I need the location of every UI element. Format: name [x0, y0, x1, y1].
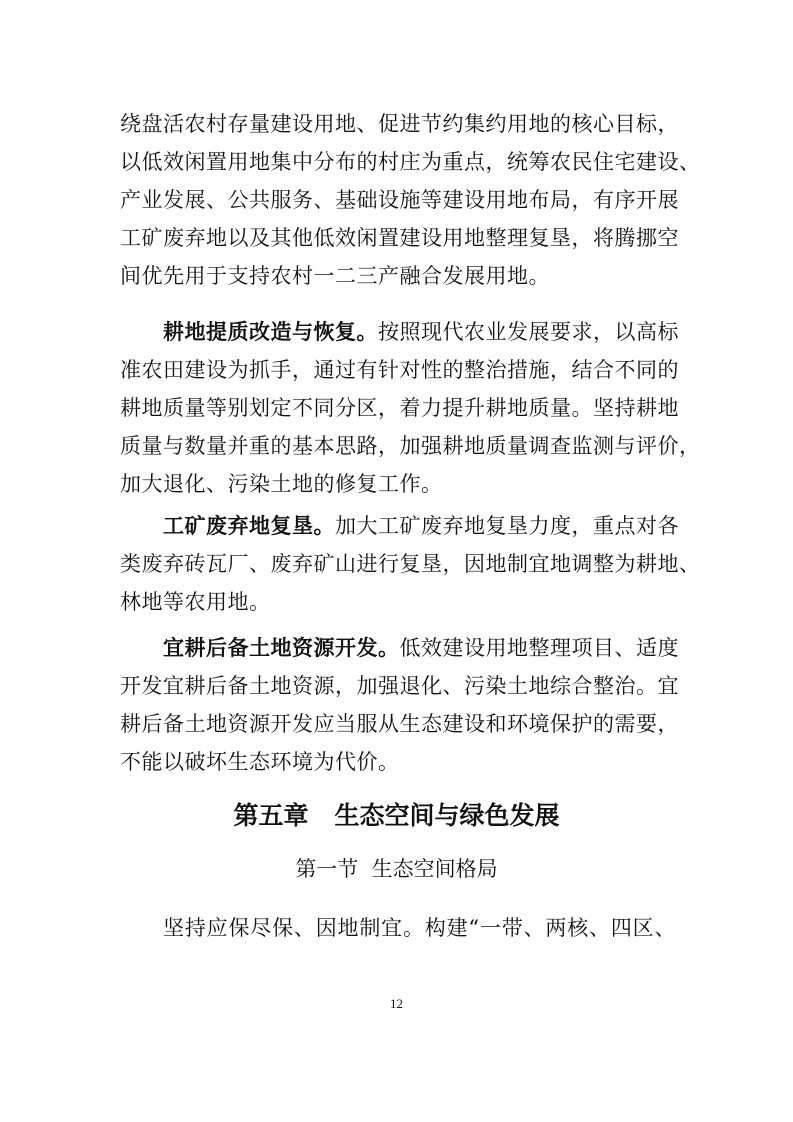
section-title: 第一节 生态空间格局 [295, 857, 498, 881]
paragraph-4-line-4: 不能以破坏生态环境为代价。 [120, 750, 400, 774]
paragraph-3-first-line-text: 加大工矿废弃地复垦力度，重点对各 [335, 514, 679, 538]
paragraph-1-line-4: 工矿废弃地以及其他低效闲置建设用地整理复垦，将腾挪空 [120, 226, 679, 250]
paragraph-2-line-5: 加大退化、污染土地的修复工作。 [120, 472, 443, 496]
paragraph-2-lead: 耕地提质改造与恢复。 [163, 320, 378, 344]
paragraph-4-line-1 [163, 634, 679, 662]
paragraph-1-line-1: 绕盘活农村存量建设用地、促进节约集约用地的核心目标， [120, 112, 679, 136]
paragraph-3-line-1 [163, 512, 679, 540]
paragraph-2-first-line-text: 按照现代农业发展要求，以高标 [378, 320, 679, 344]
paragraph-2-line-2: 准农田建设为抓手，通过有针对性的整治措施，结合不同的 [120, 358, 679, 382]
paragraph-3-line-3: 林地等农用地。 [120, 590, 271, 614]
paragraph-2-line-4: 质量与数量并重的基本思路，加强耕地质量调查监测与评价， [120, 434, 701, 458]
page-number: 12 [390, 996, 403, 1011]
paragraph-5-line-1: 坚持应保尽保、因地制宜。构建“一带、两核、四区、 [163, 916, 676, 940]
paragraph-4-line-2: 开发宜耕后备土地资源，加强退化、污染土地综合整治。宜 [120, 674, 679, 698]
paragraph-4-first-line-text: 低效建设用地整理项目、适度 [399, 636, 679, 660]
paragraph-3-lead: 工矿废弃地复垦。 [163, 514, 335, 538]
paragraph-4-lead: 宜耕后备土地资源开发。 [163, 636, 400, 660]
paragraph-1-line-3: 产业发展、公共服务、基础设施等建设用地布局，有序开展 [120, 188, 679, 212]
paragraph-1-line-5: 间优先用于支持农村一二三产融合发展用地。 [120, 264, 550, 288]
paragraph-2-line-3: 耕地质量等别划定不同分区，着力提升耕地质量。坚持耕地 [120, 396, 679, 420]
paragraph-1-line-2: 以低效闲置用地集中分布的村庄为重点，统筹农民住宅建设、 [120, 150, 701, 174]
paragraph-4-line-3: 耕后备土地资源开发应当服从生态建设和环境保护的需要， [120, 712, 679, 736]
paragraph-3-line-2: 类废弃砖瓦厂、废弃矿山进行复垦，因地制宜地调整为耕地、 [120, 552, 701, 576]
chapter-title: 第五章 生态空间与绿色发展 [233, 801, 560, 830]
paragraph-2-line-1 [163, 318, 679, 346]
